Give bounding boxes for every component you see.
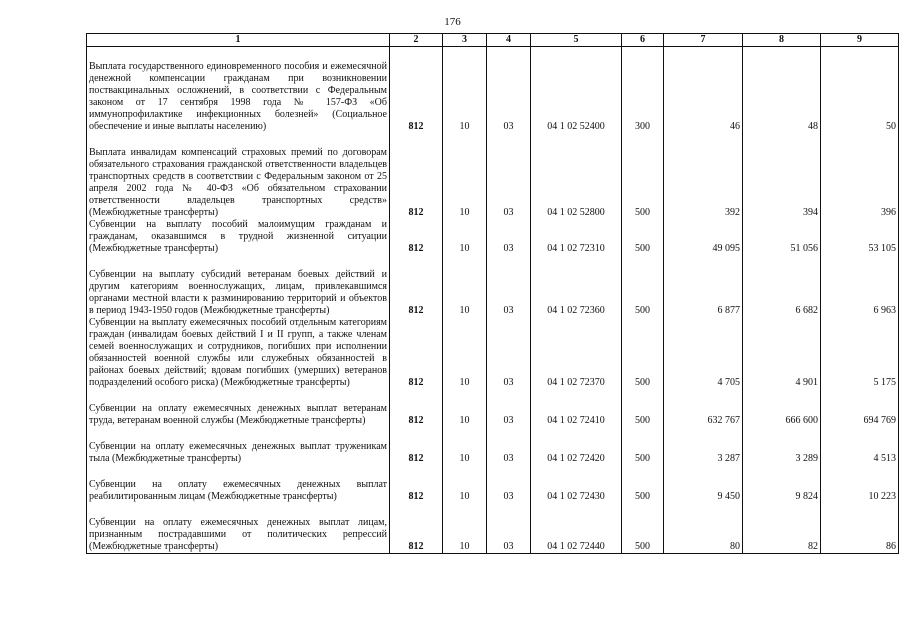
- budget-table: [86, 33, 899, 554]
- cell-value-col7: 49 095: [664, 219, 743, 255]
- cell-expense-type: 500: [622, 517, 664, 554]
- column-header: 8: [743, 34, 821, 47]
- table-row: [87, 219, 899, 255]
- cell-admin-code: 812: [390, 441, 443, 465]
- page-number: 176: [444, 16, 461, 28]
- cell-value-col9: 86: [821, 517, 899, 554]
- cell-subsection: 03: [487, 403, 531, 427]
- cell-value-col8: 82: [743, 517, 821, 554]
- row-description: Субвенции на оплату ежемесячных денежных выплат ветеранам труда, ветеранам военной службы (Межбюджетные трансферты): [87, 403, 390, 427]
- cell-subsection: 03: [487, 317, 531, 389]
- cell-target-article: 04 1 02 52400: [531, 61, 622, 133]
- cell-admin-code: 812: [390, 219, 443, 255]
- cell-target-article: 04 1 02 72430: [531, 479, 622, 503]
- cell-section: 10: [443, 61, 487, 133]
- column-header: 2: [390, 34, 443, 47]
- cell-value-col8: 3 289: [743, 441, 821, 465]
- row-description: Субвенции на оплату ежемесячных денежных выплат труженикам тыла (Межбюджетные трансферты): [87, 441, 390, 465]
- cell-target-article: 04 1 02 72410: [531, 403, 622, 427]
- cell-section: 10: [443, 517, 487, 554]
- cell-target-article: 04 1 02 72420: [531, 441, 622, 465]
- cell-subsection: 03: [487, 479, 531, 503]
- cell-expense-type: 500: [622, 441, 664, 465]
- cell-expense-type: 500: [622, 219, 664, 255]
- cell-section: 10: [443, 441, 487, 465]
- cell-subsection: 03: [487, 269, 531, 317]
- column-header: 9: [821, 34, 899, 47]
- cell-expense-type: 500: [622, 317, 664, 389]
- cell-admin-code: 812: [390, 147, 443, 219]
- cell-value-col7: 632 767: [664, 403, 743, 427]
- cell-value-col7: 4 705: [664, 317, 743, 389]
- cell-target-article: 04 1 02 52800: [531, 147, 622, 219]
- table-row: [87, 61, 899, 133]
- cell-value-col8: 666 600: [743, 403, 821, 427]
- cell-target-article: 04 1 02 72360: [531, 269, 622, 317]
- table-row: [87, 403, 899, 427]
- column-header: 4: [487, 34, 531, 47]
- row-description: Субвенции на выплату ежемесячных пособий отдельным категориям граждан (инвалидам боевых действий I и II групп, а также членам семей военнослужащих и сотрудников, погибших при исполнении обязанностей военной службы или служебных обязанностей в районах боевых действий; вдовам погибших (умерших) ветеранов подразделений особого риска) (Межбюджетные трансферты): [87, 317, 390, 389]
- cell-expense-type: 500: [622, 403, 664, 427]
- cell-value-col7: 3 287: [664, 441, 743, 465]
- cell-value-col7: 9 450: [664, 479, 743, 503]
- column-header: 6: [622, 34, 664, 47]
- column-header: 3: [443, 34, 487, 47]
- table-row: [87, 517, 899, 554]
- table-row: [87, 269, 899, 317]
- cell-value-col7: 6 877: [664, 269, 743, 317]
- column-header: 5: [531, 34, 622, 47]
- table-row: [87, 441, 899, 465]
- table-row: [87, 479, 899, 503]
- row-description: Выплата инвалидам компенсаций страховых премий по договорам обязательного страхования гражданской ответственности владельцев транспортных средств в соответствии с Федеральным законом от 25 апреля 2002 года № 40-ФЗ «Об обязательном страховании ответственности владельцев транспортных средств» (Межбюджетные трансферты): [87, 147, 390, 219]
- cell-value-col8: 4 901: [743, 317, 821, 389]
- cell-admin-code: 812: [390, 269, 443, 317]
- cell-value-col7: 80: [664, 517, 743, 554]
- row-description: Субвенции на оплату ежемесячных денежных выплат реабилитированным лицам (Межбюджетные трансферты): [87, 479, 390, 503]
- cell-section: 10: [443, 269, 487, 317]
- cell-expense-type: 500: [622, 479, 664, 503]
- cell-subsection: 03: [487, 441, 531, 465]
- cell-admin-code: 812: [390, 61, 443, 133]
- cell-value-col7: 46: [664, 61, 743, 133]
- table-row: [87, 147, 899, 219]
- cell-section: 10: [443, 317, 487, 389]
- cell-section: 10: [443, 219, 487, 255]
- table-row: [87, 317, 899, 389]
- cell-admin-code: 812: [390, 517, 443, 554]
- cell-value-col9: 396: [821, 147, 899, 219]
- cell-value-col9: 6 963: [821, 269, 899, 317]
- cell-admin-code: 812: [390, 479, 443, 503]
- cell-value-col8: 6 682: [743, 269, 821, 317]
- cell-expense-type: 300: [622, 61, 664, 133]
- column-header: 7: [664, 34, 743, 47]
- row-description: Субвенции на выплату пособий малоимущим гражданам и гражданам, оказавшимся в трудной жизненной ситуации (Межбюджетные трансферты): [87, 219, 390, 255]
- cell-target-article: 04 1 02 72440: [531, 517, 622, 554]
- cell-value-col9: 4 513: [821, 441, 899, 465]
- cell-subsection: 03: [487, 61, 531, 133]
- cell-expense-type: 500: [622, 269, 664, 317]
- cell-value-col7: 392: [664, 147, 743, 219]
- cell-value-col9: 5 175: [821, 317, 899, 389]
- cell-subsection: 03: [487, 219, 531, 255]
- column-header: 1: [87, 34, 390, 47]
- cell-subsection: 03: [487, 147, 531, 219]
- cell-expense-type: 500: [622, 147, 664, 219]
- cell-admin-code: 812: [390, 403, 443, 427]
- cell-value-col8: 394: [743, 147, 821, 219]
- cell-value-col9: 10 223: [821, 479, 899, 503]
- cell-value-col9: 694 769: [821, 403, 899, 427]
- cell-value-col8: 48: [743, 61, 821, 133]
- cell-section: 10: [443, 147, 487, 219]
- row-description: Субвенции на оплату ежемесячных денежных выплат лицам, признанным пострадавшими от политических репрессий (Межбюджетные трансферты): [87, 517, 390, 554]
- cell-value-col8: 51 056: [743, 219, 821, 255]
- cell-target-article: 04 1 02 72310: [531, 219, 622, 255]
- cell-value-col9: 50: [821, 61, 899, 133]
- row-description: Субвенции на выплату субсидий ветеранам боевых действий и другим категориям военнослужащих, лицам, привлекавшимся органами местной власти к разминированию территорий и объектов в период 1943-1950 годов (Межбюджетные трансферты): [87, 269, 390, 317]
- header-row: [87, 34, 899, 47]
- cell-value-col9: 53 105: [821, 219, 899, 255]
- cell-subsection: 03: [487, 517, 531, 554]
- cell-target-article: 04 1 02 72370: [531, 317, 622, 389]
- cell-section: 10: [443, 403, 487, 427]
- row-description: Выплата государственного единовременного пособия и ежемесячной денежной компенсации гражданам при возникновении поствакцинальных осложнений, в соответствии с Федеральным законом от 17 сентября 1998 года № 157-ФЗ «Об иммунопрофилактике инфекционных болезней» (Социальное обеспечение и иные выплаты населению): [87, 61, 390, 133]
- cell-admin-code: 812: [390, 317, 443, 389]
- cell-value-col8: 9 824: [743, 479, 821, 503]
- cell-section: 10: [443, 479, 487, 503]
